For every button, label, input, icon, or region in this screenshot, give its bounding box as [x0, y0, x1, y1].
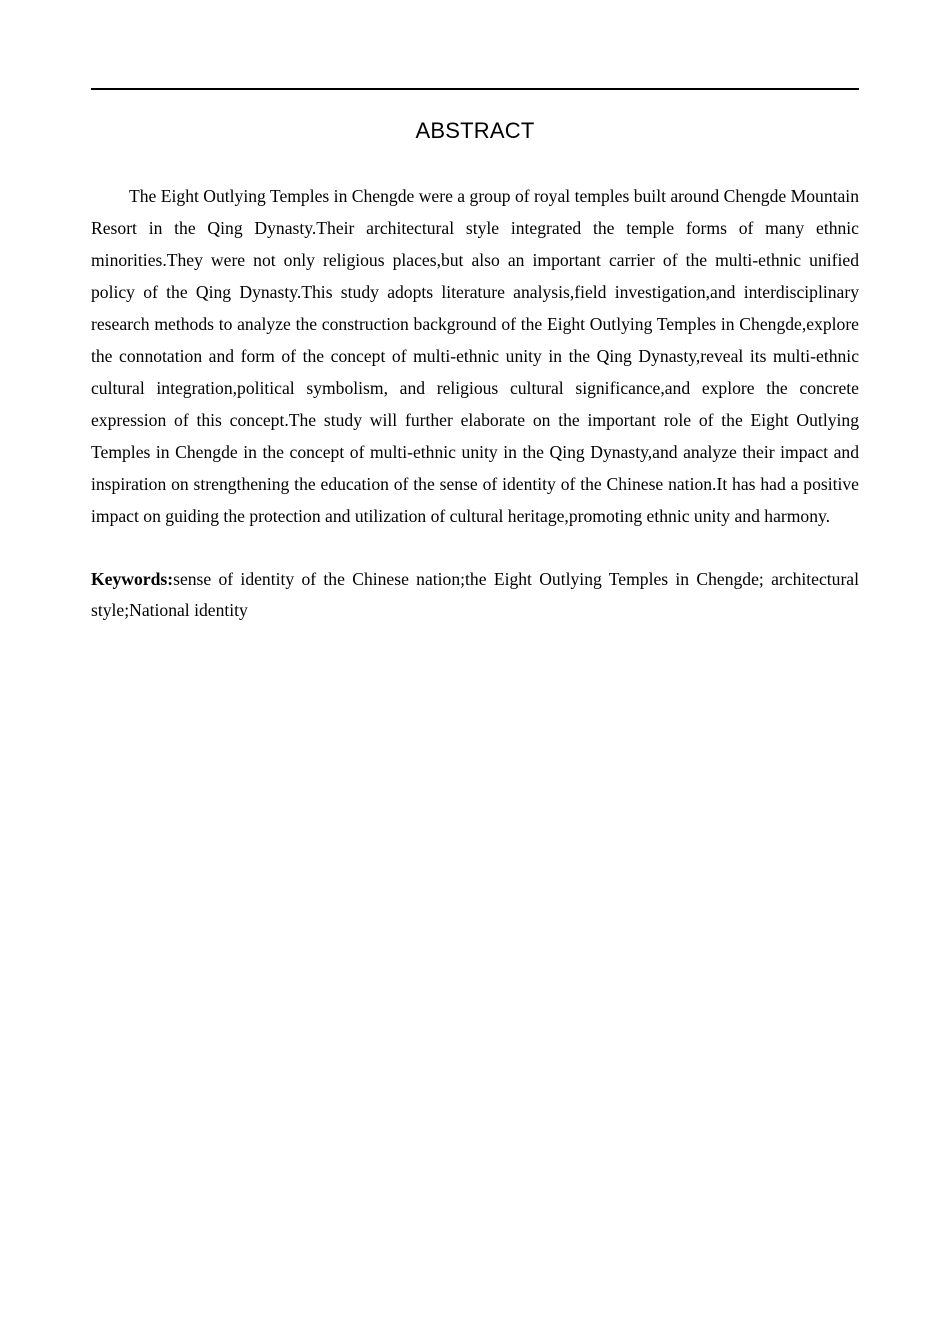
abstract-title: ABSTRACT	[415, 118, 535, 143]
header-rule	[91, 88, 859, 90]
keywords-label: Keywords:	[91, 569, 174, 589]
abstract-body: The Eight Outlying Temples in Chengde were a group of royal temples built around Chengde Mountain Resort in the Qing Dynasty.Their architectural style integrated the temple forms of many ethnic minorities.They were not only religious places,but also an important carrier of the multi-ethnic unified policy of the Qing Dynasty.This study adopts literature analysis,field investigation,and interdisciplinary research methods to analyze the construction background of the Eight Outlying Temples in Chengde,explore the connotation and form of the concept of multi-ethnic unity in the Qing Dynasty,reveal its multi-ethnic cultural integration,political symbolism, and religious cultural significance,and explore the concrete expression of this concept.The study will further elaborate on the important role of the Eight Outlying Temples in Chengde in the concept of multi-ethnic unity in the Qing Dynasty,and analyze their impact and inspiration on strengthening the education of the sense of identity of the Chinese nation.It has had a positive impact on guiding the protection and utilization of cultural heritage,promoting ethnic unity and harmony.	[91, 186, 859, 526]
keywords-line	[91, 564, 859, 626]
keywords-text: sense of identity of the Chinese nation;the Eight Outlying Temples in Chengde; architectural style;National identity	[91, 569, 859, 620]
